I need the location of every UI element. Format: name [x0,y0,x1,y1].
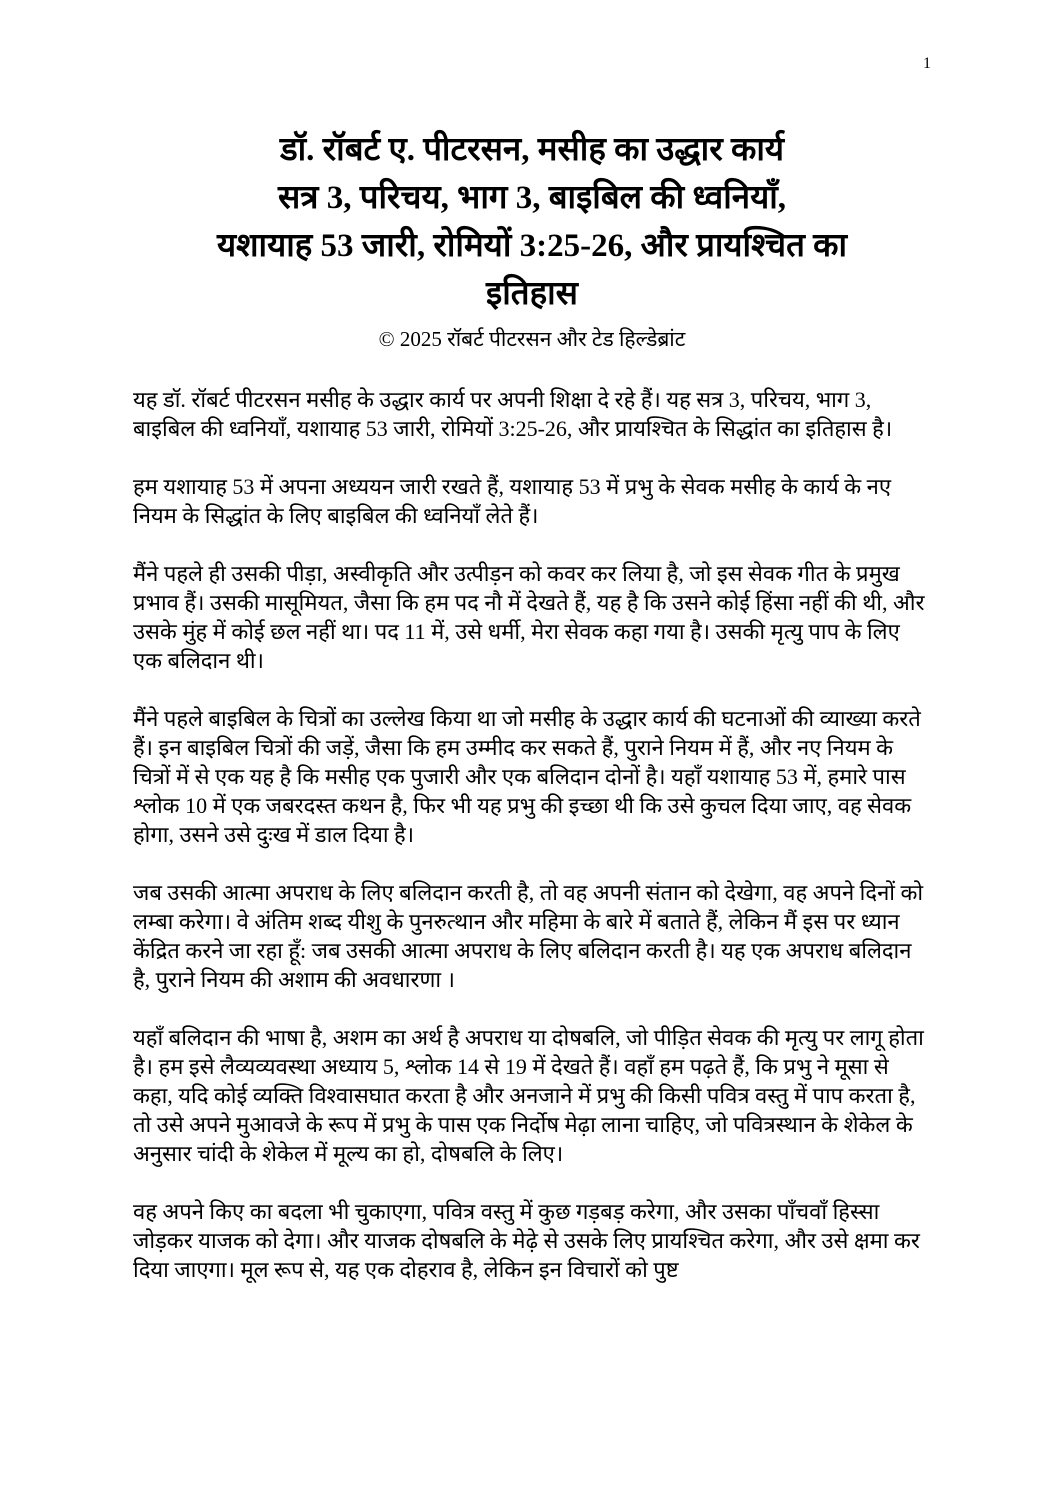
document-title-line: सत्र 3, परिचय, भाग 3, बाइबिल की ध्वनियाँ, [277,180,787,216]
body-paragraph: यह डॉ. रॉबर्ट पीटरसन मसीह के उद्धार कार्य पर अपनी शिक्षा दे रहे हैं। यह सत्र 3, परिचय, भाग 3, बाइबिल की ध्वनियाँ, यशायाह 53 जारी, रोमियों 3:25-26, और प्रायश्चित के सिद्धांत का इतिहास है। [133,387,893,441]
document-title [133,126,931,318]
body-paragraph: यहाँ बलिदान की भाषा है, अशम का अर्थ है अपराध या दोषबलि, जो पीड़ित सेवक की मृत्यु पर लागू होता है। हम इसे लैव्यव्यवस्था अध्याय 5, श्लोक 14 से 19 में देखते हैं। वहाँ हम पढ़ते हैं, कि प्रभु ने मूसा से कहा, यदि कोई व्यक्ति विश्वासघात करता है और अनजाने में प्रभु की किसी पवित्र वस्तु में पाप करता है, तो उसे अपने मुआवजे के रूप में प्रभु के पास एक निर्दोष मेढ़ा लाना चाहिए, जो पवित्रस्थान के शेकेल के अनुसार चांदी के शेकेल में मूल्य का हो, दोषबलि के लिए। [133,1025,924,1166]
document-title-line: डॉ. रॉबर्ट ए. पीटरसन, मसीह का उद्धार कार्य [279,132,785,168]
body-paragraphs [133,385,931,1284]
page-number: 1 [923,55,931,72]
document-title-line: यशायाह 53 जारी, रोमियों 3:25-26, और प्रायश्चित का [216,228,848,264]
body-paragraph: मैंने पहले ही उसकी पीड़ा, अस्वीकृति और उत्पीड़न को कवर कर लिया है, जो इस सेवक गीत के प्रमुख प्रभाव हैं। उसकी मासूमियत, जैसा कि हम पद नौ में देखते हैं, यह है कि उसने कोई हिंसा नहीं की थी, और उसके मुंह में कोई छल नहीं था। पद 11 में, उसे धर्मी, मेरा सेवक कहा गया है। उसकी मृत्यु पाप के लिए एक बलिदान थी। [133,561,925,673]
body-paragraph: वह अपने किए का बदला भी चुकाएगा, पवित्र वस्तु में कुछ गड़बड़ करेगा, और उसका पाँचवाँ हिस्सा जोड़कर याजक को देगा। और याजक दोषबलि के मेढ़े से उसके लिए प्रायश्चित करेगा, और उसे क्षमा कर दिया जाएगा। मूल रूप से, यह एक दोहराव है, लेकिन इन विचारों को पुष्ट [133,1199,920,1282]
body-paragraph: हम यशायाह 53 में अपना अध्ययन जारी रखते हैं, यशायाह 53 में प्रभु के सेवक मसीह के कार्य के नए नियम के सिद्धांत के लिए बाइबिल की ध्वनियाँ लेते हैं। [133,474,892,528]
body-paragraph: जब उसकी आत्मा अपराध के लिए बलिदान करती है, तो वह अपनी संतान को देखेगा, वह अपने दिनों को लम्बा करेगा। वे अंतिम शब्द यीशु के पुनरुत्थान और महिमा के बारे में बताते हैं, लेकिन मैं इस पर ध्यान केंद्रित करने जा रहा हूँ: जब उसकी आत्मा अपराध के लिए बलिदान करती है। यह एक अपराध बलिदान है, पुराने नियम की अशाम की अवधारणा । [133,880,924,992]
body-paragraph: मैंने पहले बाइबिल के चित्रों का उल्लेख किया था जो मसीह के उद्धार कार्य की घटनाओं की व्याख्या करते हैं। इन बाइबिल चित्रों की जड़ें, जैसा कि हम उम्मीद कर सकते हैं, पुराने नियम में हैं, और नए नियम के चित्रों में से एक यह है कि मसीह एक पुजारी और एक बलिदान दोनों है। यहाँ यशायाह 53 में, हमारे पास श्लोक 10 में एक जबरदस्त कथन है, फिर भी यह प्रभु की इच्छा थी कि उसे कुचल दिया जाए, वह सेवक होगा, उसने उसे दुःख में डाल दिया है। [133,706,921,847]
copyright-line: © 2025 रॉबर्ट पीटरसन और टेड हिल्डेब्रांट [378,327,686,351]
document-title-line: इतिहास [486,276,578,312]
